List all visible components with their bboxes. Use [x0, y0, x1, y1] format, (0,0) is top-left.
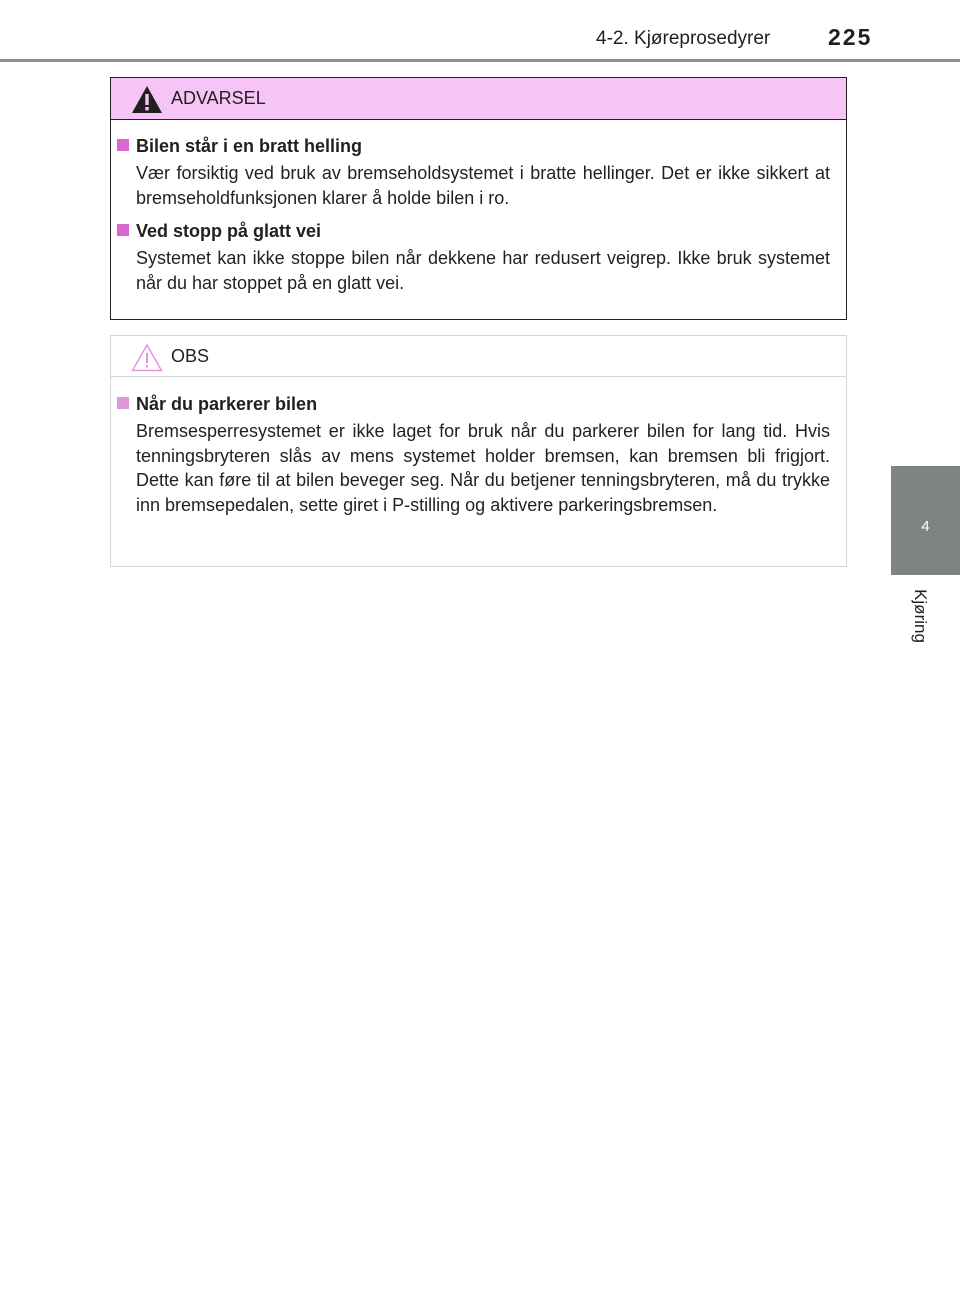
warning-item-body: Systemet kan ikke stoppe bilen når dekkene har redusert veigrep. Ikke bruk systemet når du har stoppet på en glatt vei. — [136, 248, 830, 293]
chapter-tab[interactable] — [891, 466, 960, 575]
warning-item — [117, 134, 830, 210]
notice-item-title — [117, 392, 830, 416]
notice-title: OBS — [171, 346, 210, 366]
warning-box — [110, 77, 847, 320]
warning-item — [117, 219, 830, 295]
chapter-label-text: Kjøring — [911, 589, 930, 643]
warning-item-title — [117, 219, 830, 243]
section-title: 4-2. Kjøreprosedyrer — [596, 28, 771, 49]
notice-header — [111, 336, 846, 377]
warning-title: ADVARSEL — [171, 88, 266, 108]
chapter-number: 4 — [921, 518, 930, 535]
notice-box — [110, 335, 847, 567]
square-bullet-icon — [117, 139, 129, 151]
warning-item-title — [117, 134, 830, 158]
square-bullet-icon — [117, 397, 129, 409]
page-number: 225 — [828, 24, 873, 50]
header-divider — [0, 59, 960, 62]
warning-icon — [131, 85, 163, 114]
chapter-label — [912, 576, 934, 656]
caution-icon — [131, 343, 163, 372]
warning-item-title-text: Bilen står i en bratt helling — [136, 136, 363, 156]
warning-header — [111, 78, 846, 120]
notice-item — [117, 392, 830, 517]
notice-item-title-text: Når du parkerer bilen — [136, 394, 318, 414]
warning-item-body: Vær forsiktig ved bruk av bremseholdsystemet i bratte hellinger. Det er ikke sikkert at bremseholdfunksjonen klarer å holde bilen i ro. — [136, 163, 830, 208]
square-bullet-icon — [117, 224, 129, 236]
notice-item-body: Bremsesperresystemet er ikke laget for bruk når du parkerer bilen for lang tid. Hvis tenningsbryteren slås av mens systemet holder bremsen, kan bremsen bli frigjort. Dette kan føre til at bilen beveger seg. Når du betjener tenningsbryteren, må du trykke inn bremsepedalen, sette giret i P-stilling og aktivere parkeringsbremsen. — [136, 421, 830, 515]
warning-item-title-text: Ved stopp på glatt vei — [136, 221, 322, 241]
